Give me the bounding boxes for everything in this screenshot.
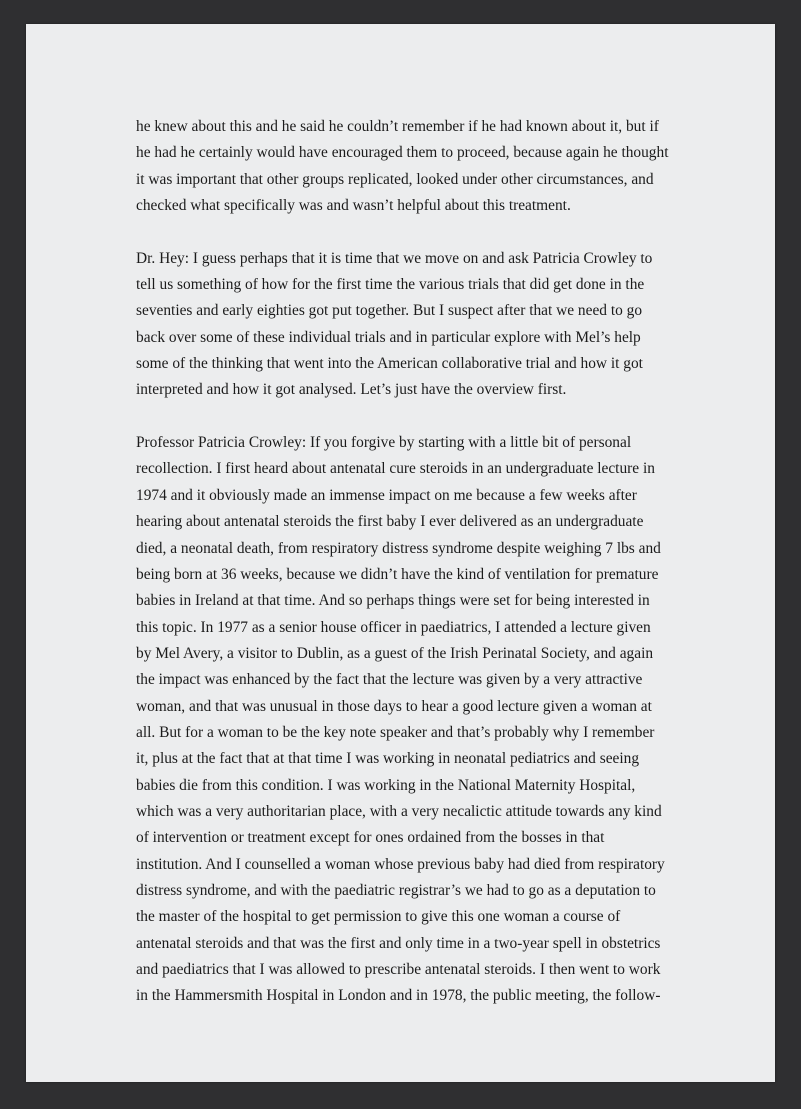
text-line: babies in Ireland at that time. And so perhaps things were set for being interested in <box>136 592 650 610</box>
text-line: he had he certainly would have encouraged them to proceed, because again he thought <box>136 144 669 162</box>
text-line: hearing about antenatal steroids the first baby I ever delivered as an undergraduate <box>136 513 644 531</box>
text-line: which was a very authoritarian place, with a very necalictic attitude towards any kind <box>136 802 662 820</box>
text-line: it was important that other groups replicated, looked under other circumstances, and <box>136 170 654 188</box>
text-line: babies die from this condition. I was working in the National Maternity Hospital, <box>136 776 636 794</box>
text-line: the master of the hospital to get permission to give this one woman a course of <box>136 908 621 926</box>
text-line: being born at 36 weeks, because we didn’t have the kind of ventilation for premature <box>136 565 659 583</box>
text-line: Professor Patricia Crowley: If you forgive by starting with a little bit of personal <box>136 434 632 452</box>
text-line: back over some of these individual trials and in particular explore with Mel’s help <box>136 328 641 346</box>
text-line: recollection. I first heard about antenatal cure steroids in an undergraduate lecture in <box>136 460 655 478</box>
text-line: distress syndrome, and with the paediatric registrar’s we had to go as a deputation to <box>136 881 656 899</box>
text-line: interpreted and how it got analysed. Let’s just have the overview first. <box>136 381 567 399</box>
paragraph-gap <box>136 404 676 430</box>
text-line: woman, and that was unusual in those days to hear a good lecture given a woman at <box>136 697 652 715</box>
text-line: all. But for a woman to be the key note speaker and that’s probably why I remember <box>136 723 655 741</box>
text-line: Dr. Hey: I guess perhaps that it is time that we move on and ask Patricia Crowley to <box>136 249 653 267</box>
text-line: by Mel Avery, a visitor to Dublin, as a guest of the Irish Perinatal Society, and again <box>136 644 654 662</box>
paper-sheet <box>26 24 775 1082</box>
text-line: the impact was enhanced by the fact that the lecture was given by a very attractive <box>136 671 643 689</box>
text-line: institution. And I counselled a woman whose previous baby had died from respiratory <box>136 855 665 873</box>
text-line: of intervention or treatment except for ones ordained from the bosses in that <box>136 829 605 847</box>
text-line: died, a neonatal death, from respiratory distress syndrome despite weighing 7 lbs and <box>136 539 661 557</box>
text-line: in the Hammersmith Hospital in London and in 1978, the public meeting, the follow- <box>136 987 661 1005</box>
paragraph-gap <box>136 219 676 245</box>
paragraph-3 <box>136 430 676 1010</box>
text-line: 1974 and it obviously made an immense impact on me because a few weeks after <box>136 486 637 504</box>
text-line: it, plus at the fact that at that time I was working in neonatal pediatrics and seeing <box>136 750 640 768</box>
paragraph-2 <box>136 246 676 404</box>
text-line: seventies and early eighties got put together. But I suspect after that we need to go <box>136 302 643 320</box>
paragraph-1 <box>136 114 676 219</box>
text-line: he knew about this and he said he couldn’t remember if he had known about it, but if <box>136 118 659 135</box>
text-line: checked what specifically was and wasn’t helpful about this treatment. <box>136 197 571 215</box>
text-line: some of the thinking that went into the American collaborative trial and how it got <box>136 355 643 373</box>
text-line: antenatal steroids and that was the first and only time in a two-year spell in obstetrics <box>136 934 661 952</box>
text-line: and paediatrics that I was allowed to prescribe antenatal steroids. I then went to work <box>136 961 661 978</box>
page-body <box>136 114 676 1010</box>
text-line: this topic. In 1977 as a senior house officer in paediatrics, I attended a lecture given <box>136 618 651 636</box>
text-line: tell us something of how for the first time the various trials that did get done in the <box>136 276 645 294</box>
